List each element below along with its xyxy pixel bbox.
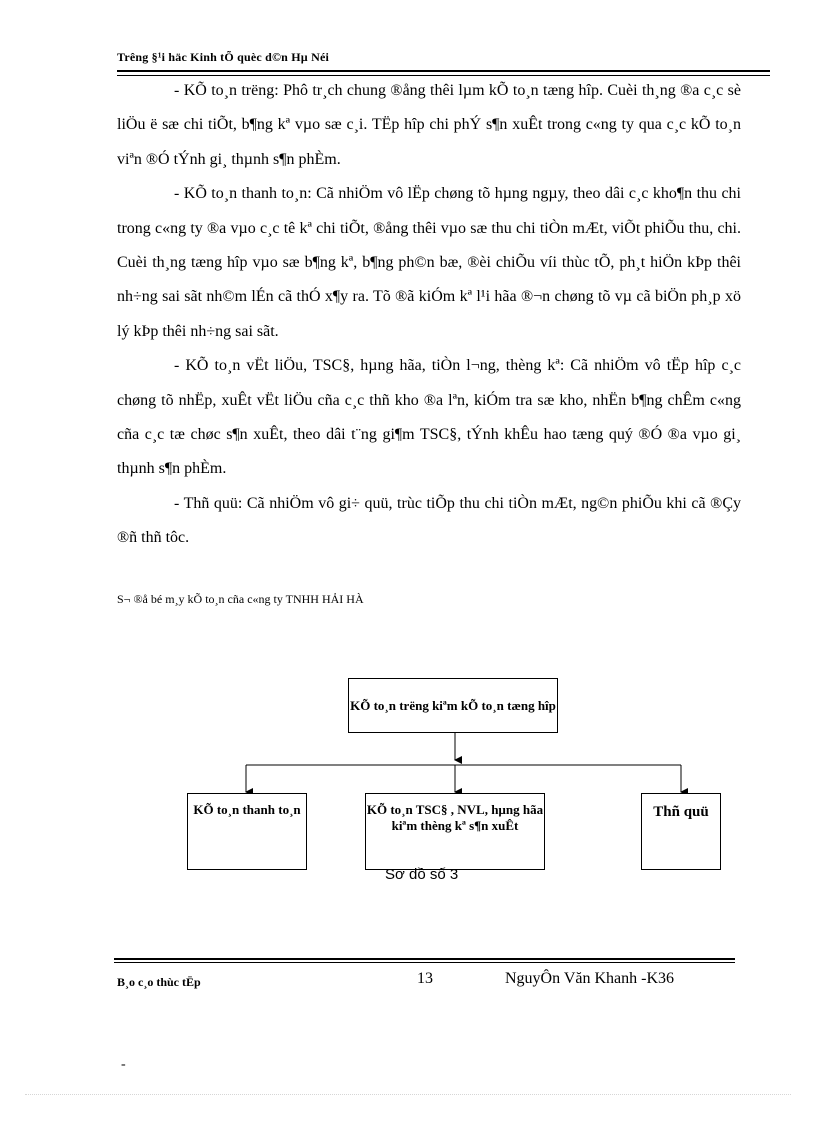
stray-mark: -: [121, 1057, 126, 1072]
box-payment-accountant: KÕ to¸n thanh to¸n: [187, 793, 307, 870]
footer-report-title: B¸o c¸o thùc tËp: [117, 975, 201, 989]
footer-rule-thick: [114, 958, 735, 960]
paragraph-chief-accountant: - KÕ to¸n trëng: Phô tr¸ch chung ®ång thêi lµm kÕ to¸n tæng hîp. Cuèi th¸ng ®a c¸c sè liÖu ë sæ chi tiÕt, b¶ng kª vµo sæ c¸i. TËp hîp chi phÝ s¶n xuÊt trong c«ng ty qua c¸c kÕ to¸n viªn ®Ó tÝnh gi¸ thµnh s¶n phÈm.: [117, 82, 741, 168]
paragraph-treasurer: - Thñ quü: Cã nhiÖm vô gi÷ quü, trùc tiÕp thu chi tiÒn mÆt, ng©n phiÕu khi cã ®Çy ®ñ thñ tôc.: [117, 494, 741, 547]
box-materials-accountant: KÕ to¸n TSC§ , NVL, hµng hãa kiªm thèng kª s¶n xuÊt: [365, 793, 545, 870]
paragraph-materials-accountant: - KÕ to¸n vËt liÖu, TSC§, hµng hãa, tiÒn l¬ng, thèng kª: Cã nhiÖm vô tËp hîp c¸c chøng tõ nhËp, xuÊt vËt liÖu cña c¸c thñ kho ®a lªn, kiÓm tra sæ kho, nhËn b¶ng chÊm c«ng cña c¸c tæ chøc s¶n xuÊt, theo dâi t¨ng gi¶m TSC§, tÝnh khÊu hao tæng quý ®Ó ®a vµo gi¸ thµnh s¶n phÈm.: [117, 357, 741, 478]
page-bottom-border: [25, 1094, 791, 1095]
page-header: Trêng §¹i häc Kinh tÕ quèc d©n Hµ Néi: [117, 50, 330, 64]
footer-author: NguyÔn Văn Khanh -K36: [505, 970, 675, 987]
diagram-number: Sơ đồ số 3: [385, 866, 459, 883]
box-chief-accountant: KÕ to¸n trëng kiªm kÕ to¸n tæng hîp: [348, 678, 558, 733]
footer-rule-thin: [114, 962, 735, 963]
diagram-title: S¬ ®å bé m¸y kÕ to¸n cña c«ng ty TNHH HẢI HÀ: [117, 592, 364, 606]
box-treasurer: Thñ quü: [641, 793, 721, 870]
paragraph-payment-accountant: - KÕ to¸n thanh to¸n: Cã nhiÖm vô lËp chøng tõ hµng ngµy, theo dâi c¸c kho¶n thu chi trong c«ng ty ®a vµo c¸c tê kª chi tiÕt, ®ång thêi vµo sæ thu chi tiÒn mÆt, viÕt phiÕu thu, chi. Cuèi th¸ng tæng hîp vµo sæ b¶ng kª, b¶ng ph©n bæ, ®èi chiÕu víi thùc tÕ, ph¸t hiÖn kÞp thêi nh÷ng sai sãt nh©m lÉn cã thÓ x¶y ra. Tõ ®ã kiÓm kª l¹i hãa ®¬n chøng tõ vµ cã biÖn ph¸p xö lý kÞp thêi nh÷ng sai sãt.: [117, 185, 741, 340]
page-number: 13: [417, 970, 433, 987]
